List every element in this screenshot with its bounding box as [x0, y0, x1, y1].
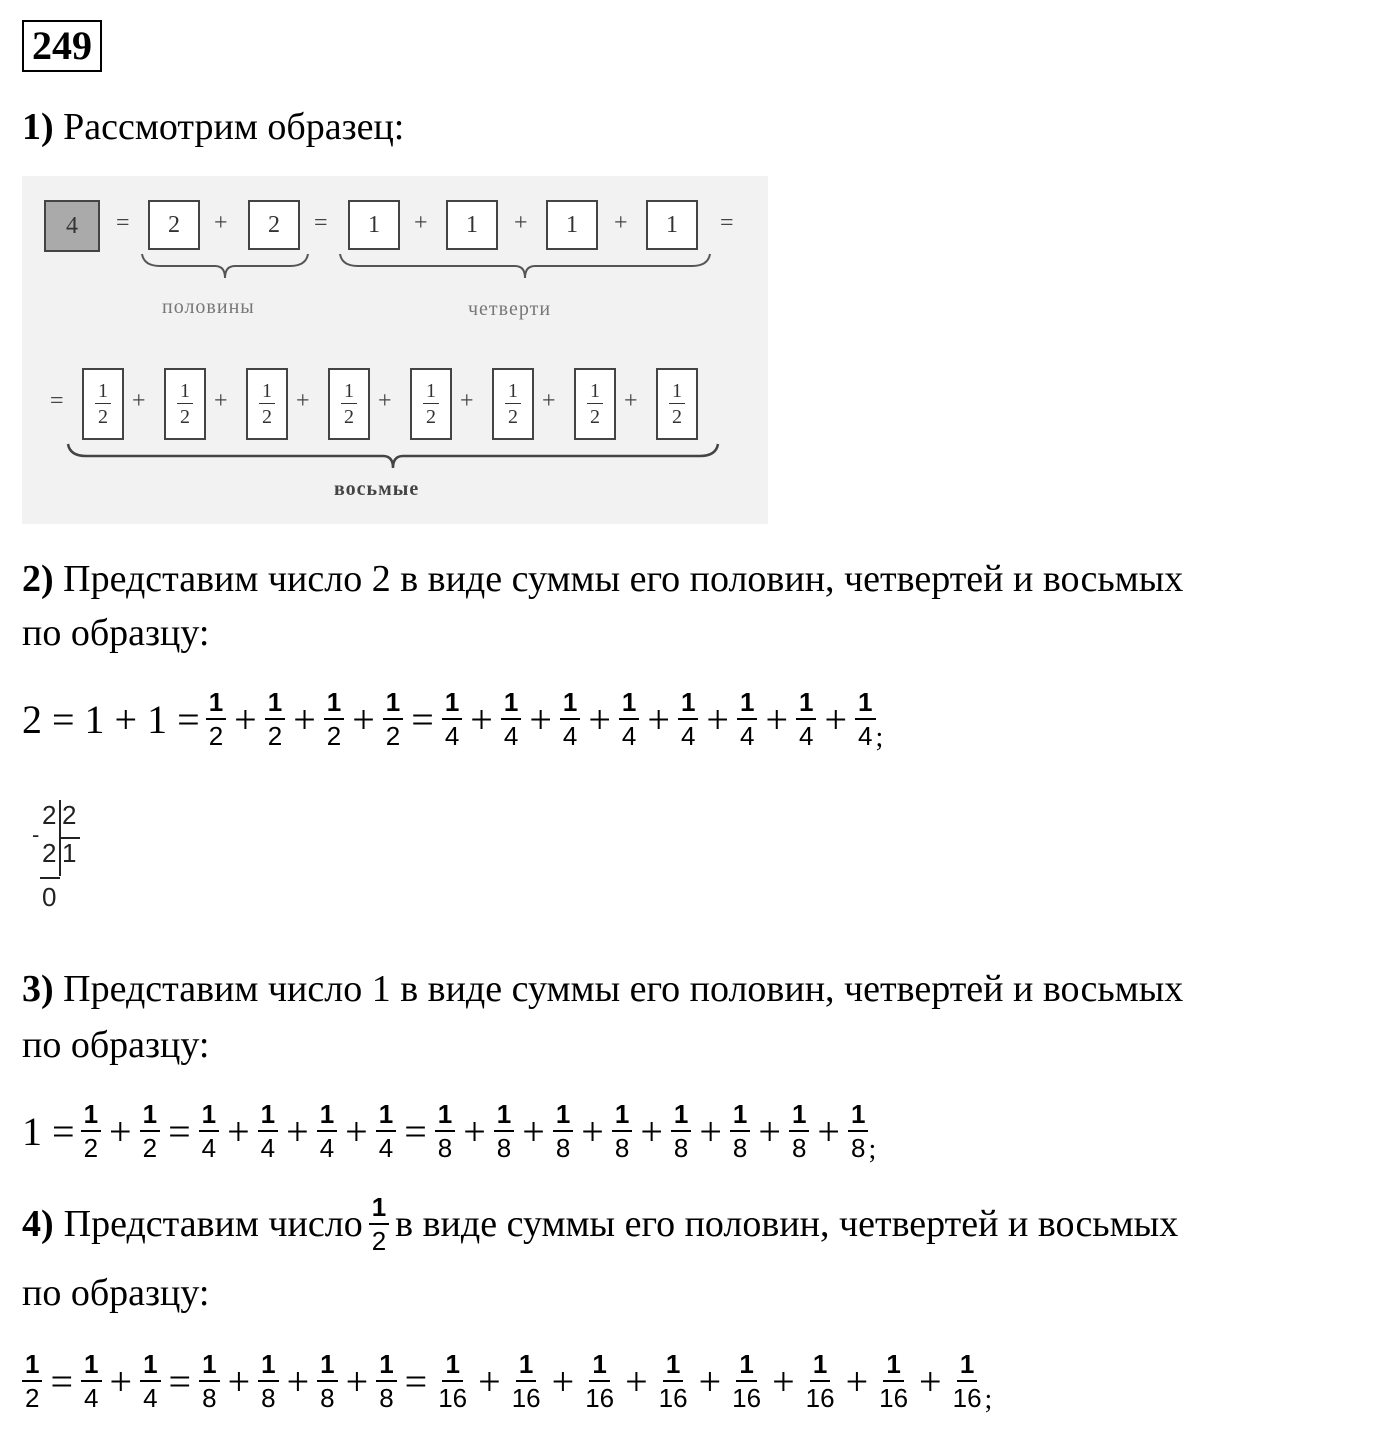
plus-sign: +: [647, 696, 670, 742]
fraction-numerator: 1: [442, 1350, 462, 1382]
fraction: [81, 1350, 101, 1412]
fraction-numerator: 1: [855, 688, 875, 720]
fraction: [199, 1350, 219, 1412]
fraction: [259, 380, 275, 428]
fraction: [560, 688, 580, 750]
section-4-text-line2: по образцу:: [22, 1272, 210, 1314]
fraction-numerator: 1: [81, 1100, 101, 1132]
fraction: [140, 1100, 160, 1162]
plus-sign: +: [824, 696, 848, 742]
fraction: [582, 1350, 617, 1412]
fraction-numerator: 1: [258, 1350, 278, 1382]
plus-sign: +: [109, 1358, 133, 1404]
fraction: [505, 380, 521, 428]
sample-plus: +: [296, 388, 310, 414]
fraction-numerator: 1: [177, 380, 193, 404]
plus-sign: +: [345, 1358, 369, 1404]
fraction-denominator: 2: [371, 1226, 387, 1256]
fraction: [730, 1100, 750, 1162]
fraction-denominator: 8: [261, 1383, 276, 1413]
fraction-numerator: 1: [619, 688, 639, 720]
semicolon: ;: [875, 722, 884, 753]
plus-sign: +: [625, 1358, 648, 1404]
fraction-denominator: 8: [202, 1383, 217, 1413]
fraction-numerator: 1: [883, 1350, 903, 1382]
fraction-denominator: 4: [858, 721, 873, 751]
brace-quarters: [338, 252, 712, 282]
division-subtrahend: 2: [42, 838, 57, 868]
fraction: [669, 380, 685, 428]
fraction-numerator: 1: [140, 1100, 160, 1132]
fraction-numerator: 1: [383, 688, 403, 720]
fraction-denominator: 4: [739, 721, 755, 751]
sample-cell-quarter: 1: [348, 200, 400, 250]
fraction-denominator: 16: [879, 1383, 909, 1413]
equals-sign: =: [404, 1358, 428, 1404]
fraction-denominator: 8: [673, 1133, 689, 1163]
fraction-denominator: 2: [208, 721, 224, 751]
fraction: [656, 1350, 691, 1412]
fraction: [737, 688, 757, 750]
fraction-numerator: 1: [140, 1350, 160, 1382]
sample-cell-half: 2: [248, 200, 300, 250]
plus-sign: +: [234, 696, 257, 742]
plus-sign: +: [529, 696, 552, 742]
fraction: [258, 1350, 278, 1412]
plus-sign: +: [109, 1108, 132, 1154]
sample-figure: [22, 176, 768, 524]
label-eighths: восьмые: [334, 478, 420, 500]
fraction-numerator: 1: [589, 1350, 609, 1382]
fraction: [612, 1100, 632, 1162]
fraction-numerator: 1: [678, 688, 698, 720]
plus-sign: +: [845, 1358, 869, 1404]
fraction-numerator: 1: [81, 1350, 101, 1382]
semicolon: ;: [868, 1134, 877, 1165]
division-divisor: 2: [62, 800, 77, 830]
fraction-numerator: 1: [730, 1100, 750, 1132]
fraction-numerator: 1: [376, 1350, 396, 1382]
fraction: [501, 688, 521, 750]
fraction-denominator: 2: [25, 1383, 40, 1413]
plus-sign: +: [345, 1108, 368, 1154]
fraction-denominator: 2: [344, 406, 354, 428]
fraction-denominator: 2: [508, 406, 518, 428]
sample-plus: +: [542, 388, 556, 414]
fraction-denominator: 8: [555, 1133, 571, 1163]
label-quarters: четверти: [468, 298, 552, 320]
fraction-numerator: 1: [442, 688, 462, 720]
fraction-numerator: 1: [435, 1100, 455, 1132]
fraction-denominator: 16: [952, 1383, 982, 1413]
fraction: [317, 1350, 337, 1412]
fraction-denominator: 2: [590, 406, 600, 428]
plus-sign: +: [817, 1108, 840, 1154]
sample-cell-quarter: 1: [646, 200, 698, 250]
section-4-text-before: Представим число: [63, 1203, 363, 1245]
fraction-denominator: 16: [732, 1383, 762, 1413]
sample-plus: +: [214, 210, 228, 236]
fraction-denominator: 4: [378, 1133, 394, 1163]
fraction-numerator: 1: [259, 380, 275, 404]
fraction: [855, 688, 875, 750]
sample-equals: =: [116, 210, 130, 236]
sample-plus: +: [132, 388, 146, 414]
fraction-denominator: 8: [379, 1383, 394, 1413]
fraction: [789, 1100, 809, 1162]
equals-sign: =: [168, 1358, 192, 1404]
equals-sign: =: [404, 1108, 427, 1154]
fraction-denominator: 4: [201, 1133, 217, 1163]
fraction-numerator: 1: [423, 380, 439, 404]
equation-4: [22, 1336, 992, 1426]
section-4-number: 4): [22, 1203, 54, 1245]
fraction-numerator: 1: [369, 1193, 389, 1225]
sample-plus: +: [514, 210, 528, 236]
fraction-numerator: 1: [501, 688, 521, 720]
section-3-text: Представим число 1 в виде суммы его половин, четвертей и восьмых: [63, 968, 1184, 1010]
fraction: [95, 380, 111, 428]
fraction: [553, 1100, 573, 1162]
fraction-numerator: 1: [736, 1350, 756, 1382]
sample-cell-start: 4: [44, 200, 100, 252]
plus-sign: +: [772, 1358, 795, 1404]
brace-eighths: [66, 442, 720, 472]
sample-cell-eighth: [246, 368, 288, 440]
fraction-denominator: 2: [180, 406, 190, 428]
fraction: [383, 688, 403, 750]
fraction-denominator: 4: [143, 1383, 158, 1413]
fraction-denominator: 2: [83, 1133, 99, 1163]
section-4-fraction: [369, 1193, 389, 1255]
fraction-numerator: 1: [789, 1100, 809, 1132]
plus-sign: +: [551, 1358, 575, 1404]
section-3: [22, 962, 1183, 1016]
fraction: [376, 1350, 396, 1412]
equals-sign: =: [168, 1108, 191, 1154]
plus-sign: +: [286, 1108, 309, 1154]
plus-sign: +: [478, 1358, 501, 1404]
sample-cell-eighth: [656, 368, 698, 440]
sample-cell-eighth: [164, 368, 206, 440]
plus-sign: +: [522, 1108, 545, 1154]
section-3-text-line2: по образцу:: [22, 1024, 210, 1066]
fraction-denominator: 8: [732, 1133, 748, 1163]
fraction: [199, 1100, 219, 1162]
fraction-denominator: 4: [444, 721, 460, 751]
fraction-denominator: 2: [672, 406, 682, 428]
sample-equals: =: [314, 210, 328, 236]
fraction-denominator: 2: [385, 721, 401, 751]
fraction: [423, 380, 439, 428]
division-minus: -: [32, 822, 40, 847]
fraction: [376, 1100, 396, 1162]
section-3-number: 3): [22, 968, 54, 1010]
fraction-denominator: 16: [511, 1383, 541, 1413]
semicolon: ;: [984, 1384, 993, 1415]
fraction-denominator: 2: [98, 406, 108, 428]
fraction: [206, 688, 226, 750]
sample-cell-eighth: [82, 368, 124, 440]
problem-number: 249: [22, 20, 102, 72]
fraction: [729, 1350, 764, 1412]
plus-sign: +: [588, 696, 611, 742]
plus-sign: +: [698, 1358, 722, 1404]
fraction-numerator: 1: [494, 1100, 514, 1132]
section-2: [22, 552, 1183, 606]
section-2-text: Представим число 2 в виде суммы его половин, четвертей и восьмых: [63, 558, 1184, 600]
fraction-numerator: 1: [663, 1350, 683, 1382]
fraction-numerator: 1: [317, 1100, 337, 1132]
fraction-denominator: 2: [267, 721, 283, 751]
fraction: [619, 688, 639, 750]
fraction-numerator: 1: [671, 1100, 691, 1132]
brace-halves: [140, 252, 310, 282]
sample-plus: +: [378, 388, 392, 414]
sample-cell-eighth: [574, 368, 616, 440]
sample-cell-eighth: [410, 368, 452, 440]
plus-sign: +: [352, 696, 375, 742]
fraction-denominator: 4: [799, 721, 814, 751]
fraction: [509, 1350, 544, 1412]
division-remainder: 0: [42, 882, 57, 912]
fraction-denominator: 8: [320, 1383, 335, 1413]
sample-cell-half: 2: [148, 200, 200, 250]
fraction-numerator: 1: [317, 1350, 337, 1382]
sample-plus: +: [414, 210, 428, 236]
sample-plus: +: [614, 210, 628, 236]
plus-sign: +: [227, 1358, 251, 1404]
fraction: [876, 1350, 911, 1412]
fraction: [671, 1100, 691, 1162]
fraction-denominator: 2: [326, 721, 342, 751]
fraction-denominator: 16: [805, 1383, 835, 1413]
plus-sign: +: [470, 696, 493, 742]
fraction-numerator: 1: [796, 688, 816, 720]
fraction-numerator: 1: [95, 380, 111, 404]
section-4-text-after: в виде суммы его половин, четвертей и восьмых: [395, 1203, 1179, 1245]
fraction: [265, 688, 285, 750]
fraction: [587, 380, 603, 428]
fraction-denominator: 2: [426, 406, 436, 428]
fraction-numerator: 1: [265, 688, 285, 720]
fraction-denominator: 4: [84, 1383, 99, 1413]
fraction-numerator: 1: [324, 688, 344, 720]
fraction-numerator: 1: [669, 380, 685, 404]
equation-lead: 1 =: [22, 1108, 75, 1154]
plus-sign: +: [463, 1108, 486, 1154]
fraction: [796, 688, 816, 750]
division-lines: [30, 800, 90, 920]
fraction: [435, 1350, 470, 1412]
plus-sign: +: [293, 696, 316, 742]
fraction-denominator: 2: [262, 406, 272, 428]
section-4: [22, 1184, 1178, 1264]
sample-cell-eighth: [328, 368, 370, 440]
equals-sign: =: [411, 696, 434, 742]
division-quotient: 1: [62, 838, 77, 868]
fraction-denominator: 8: [437, 1133, 453, 1163]
equals-sign: =: [50, 1358, 74, 1404]
equation-lead: 2 = 1 + 1 =: [22, 696, 200, 742]
plus-sign: +: [286, 1358, 310, 1404]
fraction: [435, 1100, 455, 1162]
fraction: [258, 1100, 278, 1162]
sample-plus: +: [460, 388, 474, 414]
section-2-number: 2): [22, 558, 54, 600]
long-division: [30, 800, 90, 920]
fraction: [317, 1100, 337, 1162]
plus-sign: +: [581, 1108, 604, 1154]
fraction-denominator: 8: [850, 1133, 866, 1163]
sample-plus: +: [624, 388, 638, 414]
fraction-denominator: 2: [142, 1133, 158, 1163]
fraction-numerator: 1: [810, 1350, 830, 1382]
fraction-denominator: 8: [791, 1133, 807, 1163]
sample-cell-eighth: [492, 368, 534, 440]
plus-sign: +: [758, 1108, 781, 1154]
plus-sign: +: [765, 696, 788, 742]
fraction-numerator: 1: [258, 1100, 278, 1132]
fraction: [341, 380, 357, 428]
fraction: [848, 1100, 868, 1162]
fraction: [442, 688, 462, 750]
division-dividend: 2: [42, 800, 57, 830]
section-1: [22, 100, 404, 154]
fraction-numerator: 1: [737, 688, 757, 720]
fraction-numerator: 1: [612, 1100, 632, 1132]
fraction-numerator: 1: [848, 1100, 868, 1132]
section-1-number: 1): [22, 106, 54, 148]
fraction-denominator: 8: [614, 1133, 630, 1163]
fraction-numerator: 1: [199, 1100, 219, 1132]
fraction-numerator: 1: [22, 1350, 42, 1382]
sample-cell-quarter: 1: [546, 200, 598, 250]
fraction-denominator: 4: [503, 721, 519, 751]
fraction-denominator: 16: [658, 1383, 688, 1413]
plus-sign: +: [699, 1108, 722, 1154]
fraction-numerator: 1: [341, 380, 357, 404]
fraction: [22, 1350, 42, 1412]
fraction-denominator: 16: [438, 1383, 468, 1413]
fraction: [140, 1350, 160, 1412]
fraction: [803, 1350, 838, 1412]
plus-sign: +: [919, 1358, 942, 1404]
section-2-text-line2: по образцу:: [22, 612, 210, 654]
fraction-numerator: 1: [206, 688, 226, 720]
fraction: [81, 1100, 101, 1162]
fraction-numerator: 1: [516, 1350, 536, 1382]
fraction-numerator: 1: [199, 1350, 219, 1382]
sample-equals: =: [720, 210, 734, 236]
fraction-numerator: 1: [376, 1100, 396, 1132]
fraction: [678, 688, 698, 750]
fraction-numerator: 1: [553, 1100, 573, 1132]
fraction-numerator: 1: [957, 1350, 977, 1382]
plus-sign: +: [227, 1108, 250, 1154]
sample-cell-quarter: 1: [446, 200, 498, 250]
label-halves: половины: [162, 296, 255, 318]
fraction: [177, 380, 193, 428]
fraction: [950, 1350, 985, 1412]
fraction-numerator: 1: [560, 688, 580, 720]
equation-3: [22, 1086, 876, 1176]
fraction-denominator: 4: [680, 721, 696, 751]
fraction-denominator: 16: [585, 1383, 615, 1413]
fraction-denominator: 4: [319, 1133, 335, 1163]
plus-sign: +: [640, 1108, 663, 1154]
section-1-text: Рассмотрим образец:: [63, 106, 405, 148]
plus-sign: +: [706, 696, 729, 742]
sample-equals: =: [50, 388, 64, 414]
fraction: [494, 1100, 514, 1162]
fraction-denominator: 4: [260, 1133, 276, 1163]
equation-2: [22, 674, 883, 764]
fraction-denominator: 4: [621, 721, 637, 751]
fraction-numerator: 1: [587, 380, 603, 404]
fraction-denominator: 4: [562, 721, 578, 751]
fraction: [324, 688, 344, 750]
fraction-numerator: 1: [505, 380, 521, 404]
sample-plus: +: [214, 388, 228, 414]
fraction-denominator: 8: [496, 1133, 512, 1163]
